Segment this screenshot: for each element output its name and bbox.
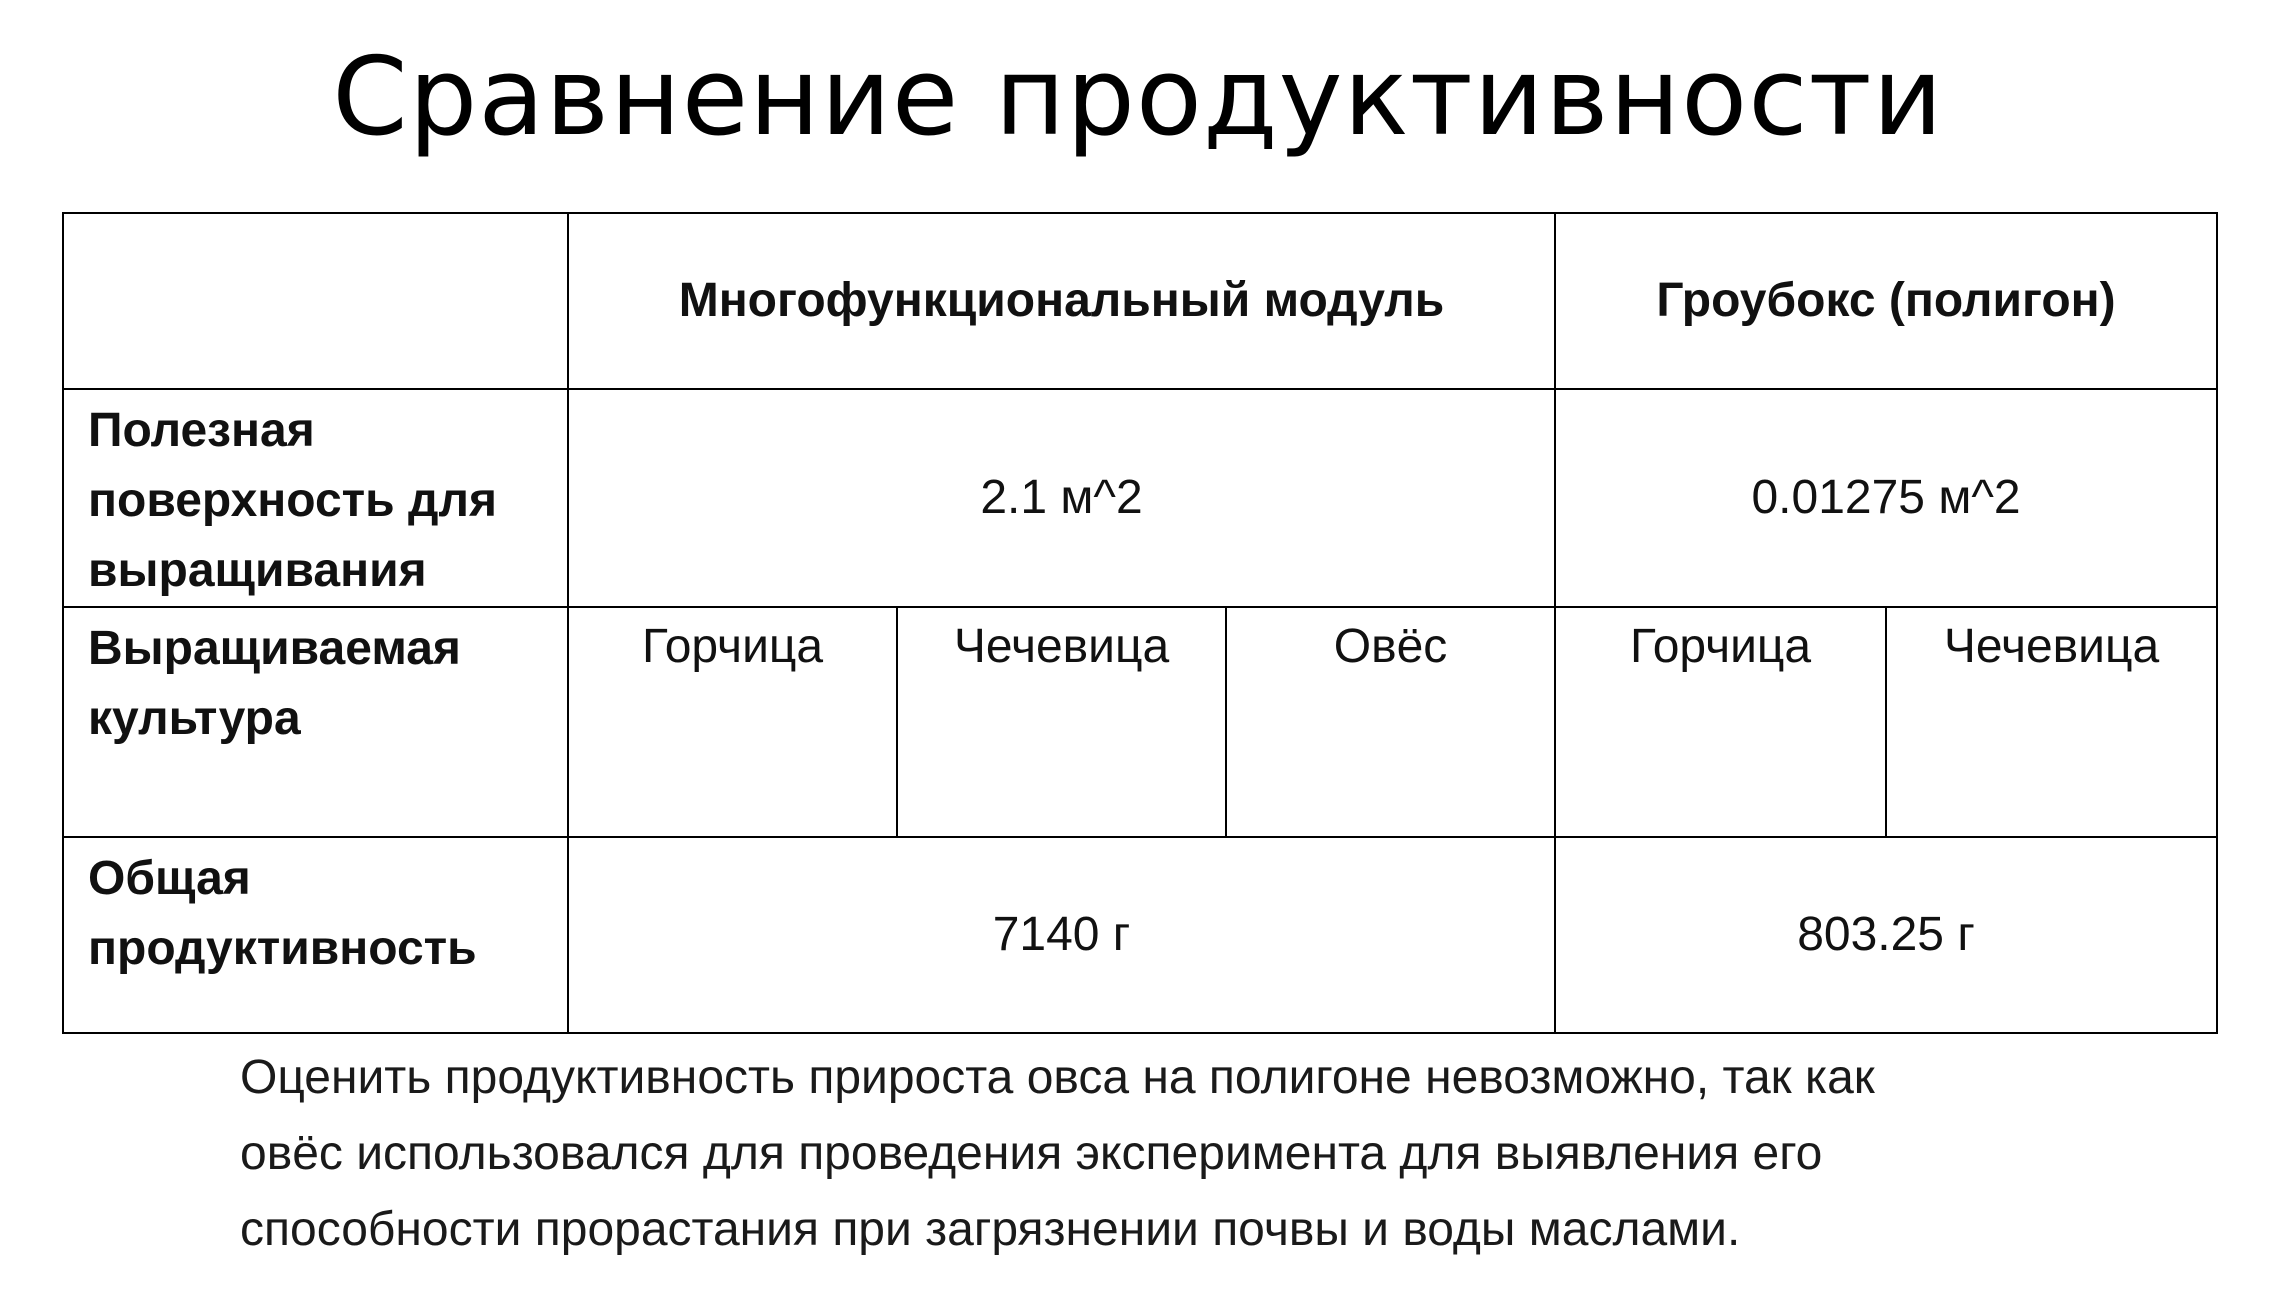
module-surface-value: 2.1 м^2 xyxy=(568,389,1555,607)
growbox-total-value: 803.25 г xyxy=(1555,837,2217,1033)
empty-corner-cell xyxy=(63,213,568,389)
row-header-surface xyxy=(63,389,568,607)
page-title: Сравнение продуктивности xyxy=(332,35,1944,160)
row-header-line: Общая xyxy=(88,852,251,905)
module-crop-oats: Овёс xyxy=(1226,607,1555,837)
table-row-total xyxy=(63,837,2217,1033)
module-crop-mustard: Горчица xyxy=(568,607,897,837)
row-header-line: поверхность для xyxy=(88,474,497,527)
header-row xyxy=(63,213,2217,389)
row-header-line: выращивания xyxy=(88,544,427,597)
row-header-line: продуктивность xyxy=(88,922,477,975)
row-header-line: Полезная xyxy=(88,404,315,457)
module-total-value: 7140 г xyxy=(568,837,1555,1033)
table-row-culture xyxy=(63,607,2217,837)
footnote-line: способности прорастания при загрязнении почвы и воды маслами. xyxy=(240,1203,1741,1256)
module-crop-lentil: Чечевица xyxy=(897,607,1226,837)
growbox-surface-value: 0.01275 м^2 xyxy=(1555,389,2217,607)
footnote-line: овёс использовался для проведения эксперимента для выявления его xyxy=(240,1127,1823,1180)
growbox-crop-lentil: Чечевица xyxy=(1886,607,2217,837)
footnote-paragraph xyxy=(240,1040,2140,1268)
footnote-line: Оценить продуктивность прироста овса на полигоне невозможно, так как xyxy=(240,1051,1875,1104)
table-row-surface xyxy=(63,389,2217,607)
growbox-crop-mustard: Горчица xyxy=(1555,607,1886,837)
row-header-culture xyxy=(63,607,568,837)
comparison-table xyxy=(62,212,2218,1034)
row-header-total xyxy=(63,837,568,1033)
column-header-growbox: Гроубокс (полигон) xyxy=(1555,213,2217,389)
column-header-module: Многофункциональный модуль xyxy=(568,213,1555,389)
row-header-line: Выращиваемая xyxy=(88,622,461,675)
row-header-line: культура xyxy=(88,692,301,745)
